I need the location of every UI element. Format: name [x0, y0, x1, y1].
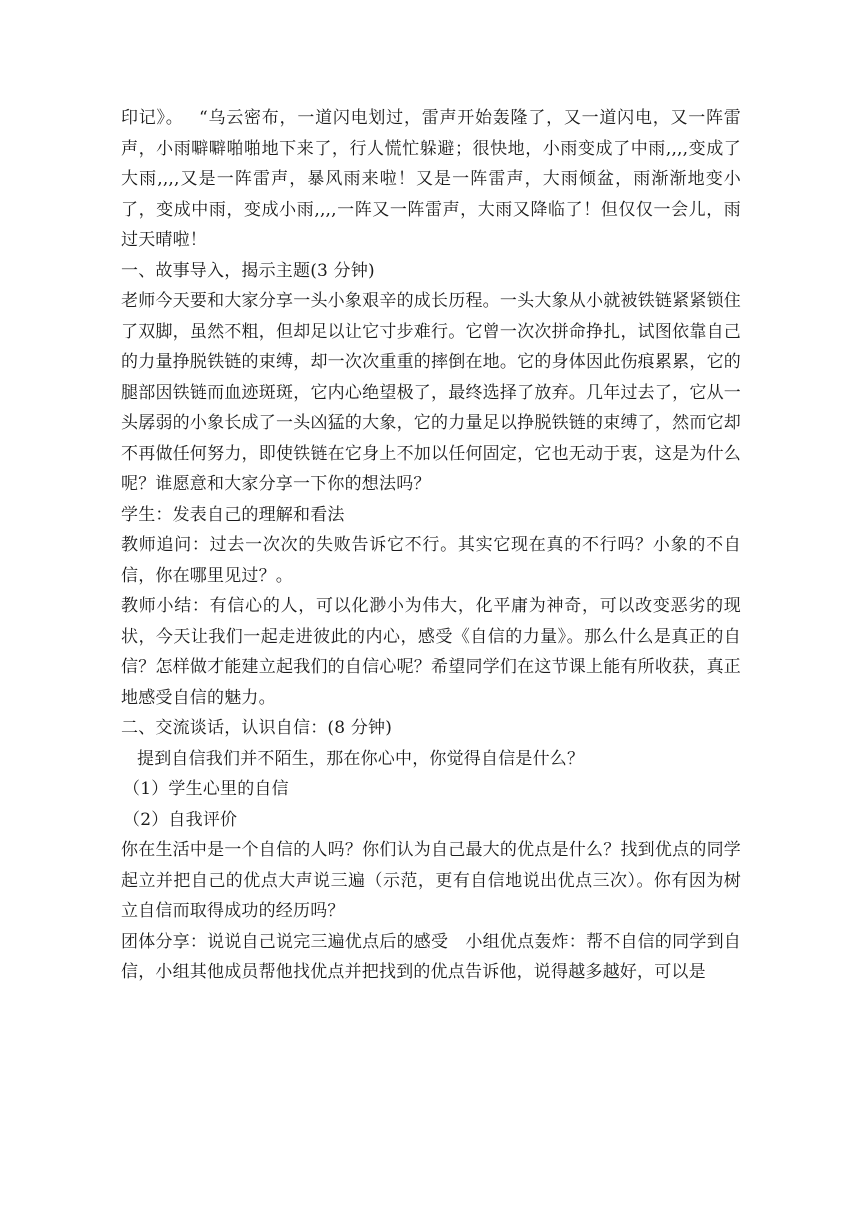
paragraph-group-sharing: 团体分享：说说自己说完三遍优点后的感受 小组优点轰炸：帮不自信的同学到自信，小组其他成员帮他找优点并把找到的优点告诉他，说得越多越好，可以是 [121, 931, 741, 982]
section-heading-discussion: 二、交流谈话，认识自信：(8 分钟) [121, 718, 393, 738]
list-item-student-confidence: （1）学生心里的自信 [123, 779, 289, 799]
paragraph-elephant-story: 老师今天要和大家分享一头小象艰辛的成长历程。一头大象从小就被铁链紧紧锁住了双脚，虽然不粗，但却足以让它寸步难行。它曾一次次拼命挣扎，试图依靠自己的力量挣脱铁链的束缚，却一次次重重的摔倒在地。它的身体因此伤痕累累，它的腿部因铁链而血迹斑斑，它内心绝望极了，最终选择了放弃。几年过去了，它从一头孱弱的小象长成了一头凶猛的大象，它的力量足以挣脱铁链的束缚了，然而它却不再做任何努力，即使铁链在它身上不加以任何固定，它也无动于衷，这是为什么呢？谁愿意和大家分享一下你的想法吗？ [121, 291, 741, 494]
paragraph-teacher-question: 教师追问：过去一次次的失败告诉它不行。其实它现在真的不行吗？小象的不自信，你在哪里见过？。 [121, 535, 741, 586]
list-item-self-evaluation: （2）自我评价 [123, 809, 238, 830]
paragraph-discussion-prompt: 提到自信我们并不陌生，那在你心中，你觉得自信是什么？ [137, 748, 585, 769]
paragraph-story-rain: 印记》。 “乌云密布，一道闪电划过，雷声开始轰隆了，又一道闪电，又一阵雷声，小雨噼噼啪啪地下来了，行人慌忙躲避；很快地，小雨变成了中雨,,,,变成了大雨,,,,又是一阵雷声，暴风雨来啦！又是一阵雷声，大雨倾盆，雨渐渐地变小了，变成中雨，变成小雨,,,,一阵又一阵雷声，大雨又降临了！但仅仅一会儿，雨过天晴啦！ [121, 108, 741, 250]
paragraph-student-response: 学生：发表自己的理解和看法 [121, 504, 345, 525]
paragraph-teacher-summary: 教师小结：有信心的人，可以化渺小为伟大，化平庸为神奇，可以改变恶劣的现状，今天让我们一起走进彼此的内心，感受《自信的力量》。那么什么是真正的自信？怎样做才能建立起我们的自信心呢？希望同学们在这节课上能有所收获，真正地感受自信的魅力。 [121, 596, 741, 708]
document-body [121, 103, 741, 988]
section-heading-story-intro: 一、故事导入，揭示主题(3 分钟) [121, 260, 375, 281]
paragraph-self-evaluation-detail: 你在生活中是一个自信的人吗？你们认为自己最大的优点是什么？找到优点的同学起立并把自己的优点大声说三遍（示范，更有自信地说出优点三次）。你有因为树立自信而取得成功的经历吗？ [121, 840, 741, 921]
